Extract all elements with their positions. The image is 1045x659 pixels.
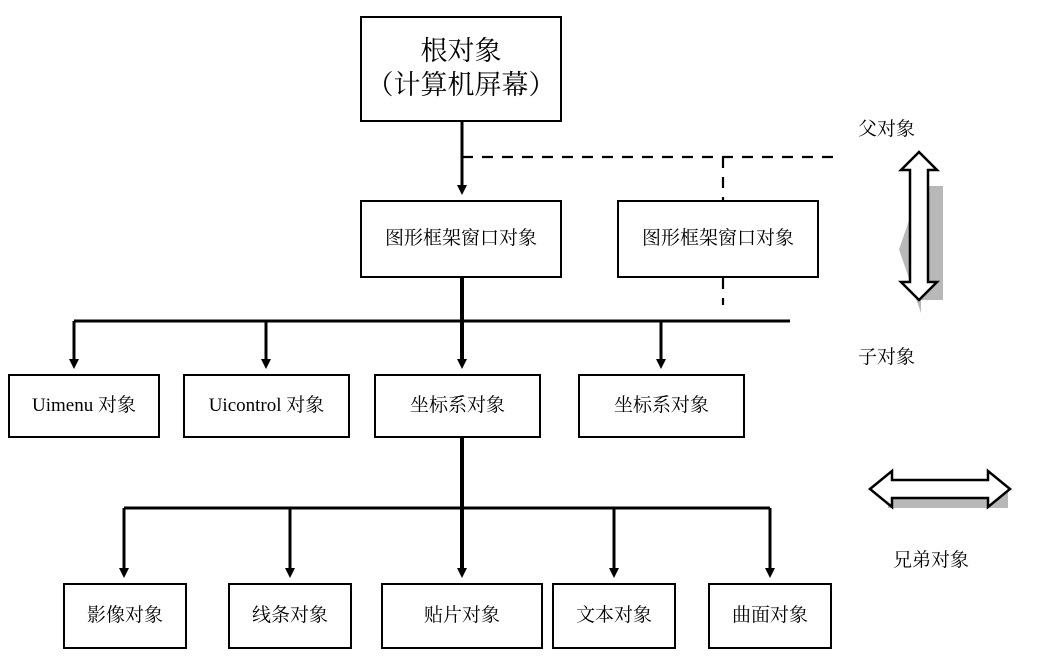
node-uicontrol[interactable] — [183, 374, 350, 438]
node-patch-object-label: 贴片对象 — [423, 605, 500, 627]
node-text-object-label: 文本对象 — [575, 605, 652, 627]
node-image-object-label: 影像对象 — [86, 605, 163, 627]
horizontal-double-arrow-icon — [870, 471, 1010, 508]
node-figure-frame-1[interactable] — [360, 200, 562, 278]
node-figure-frame-1-label: 图形框架窗口对象 — [384, 228, 537, 250]
node-root-line2: （计算机屏幕） — [366, 70, 556, 100]
node-axes-2-label: 坐标系对象 — [613, 395, 709, 417]
node-root-text — [362, 35, 560, 103]
node-surface-object[interactable] — [708, 583, 832, 649]
node-line-object[interactable] — [228, 583, 352, 649]
node-text-object[interactable] — [552, 583, 676, 649]
legend-parent-label: 父对象 — [858, 119, 916, 140]
node-axes-1-label: 坐标系对象 — [409, 395, 505, 417]
node-uimenu-label: Uimenu 对象 — [32, 395, 136, 417]
node-figure-frame-2[interactable] — [617, 200, 819, 278]
vertical-double-arrow-icon — [899, 152, 943, 313]
node-patch-object[interactable] — [381, 583, 543, 649]
node-uimenu[interactable] — [8, 374, 160, 438]
node-surface-object-label: 曲面对象 — [731, 605, 808, 627]
node-uicontrol-label: Uicontrol 对象 — [208, 395, 325, 417]
node-root-line1: 根对象 — [420, 36, 502, 67]
legend-sibling-label: 兄弟对象 — [893, 550, 970, 571]
node-axes-1[interactable] — [374, 374, 541, 438]
node-root[interactable] — [360, 16, 562, 122]
node-image-object[interactable] — [63, 583, 187, 649]
node-line-object-label: 线条对象 — [251, 605, 328, 627]
node-figure-frame-2-label: 图形框架窗口对象 — [641, 228, 794, 250]
legend-child-label: 子对象 — [858, 347, 916, 368]
node-axes-2[interactable] — [578, 374, 745, 438]
